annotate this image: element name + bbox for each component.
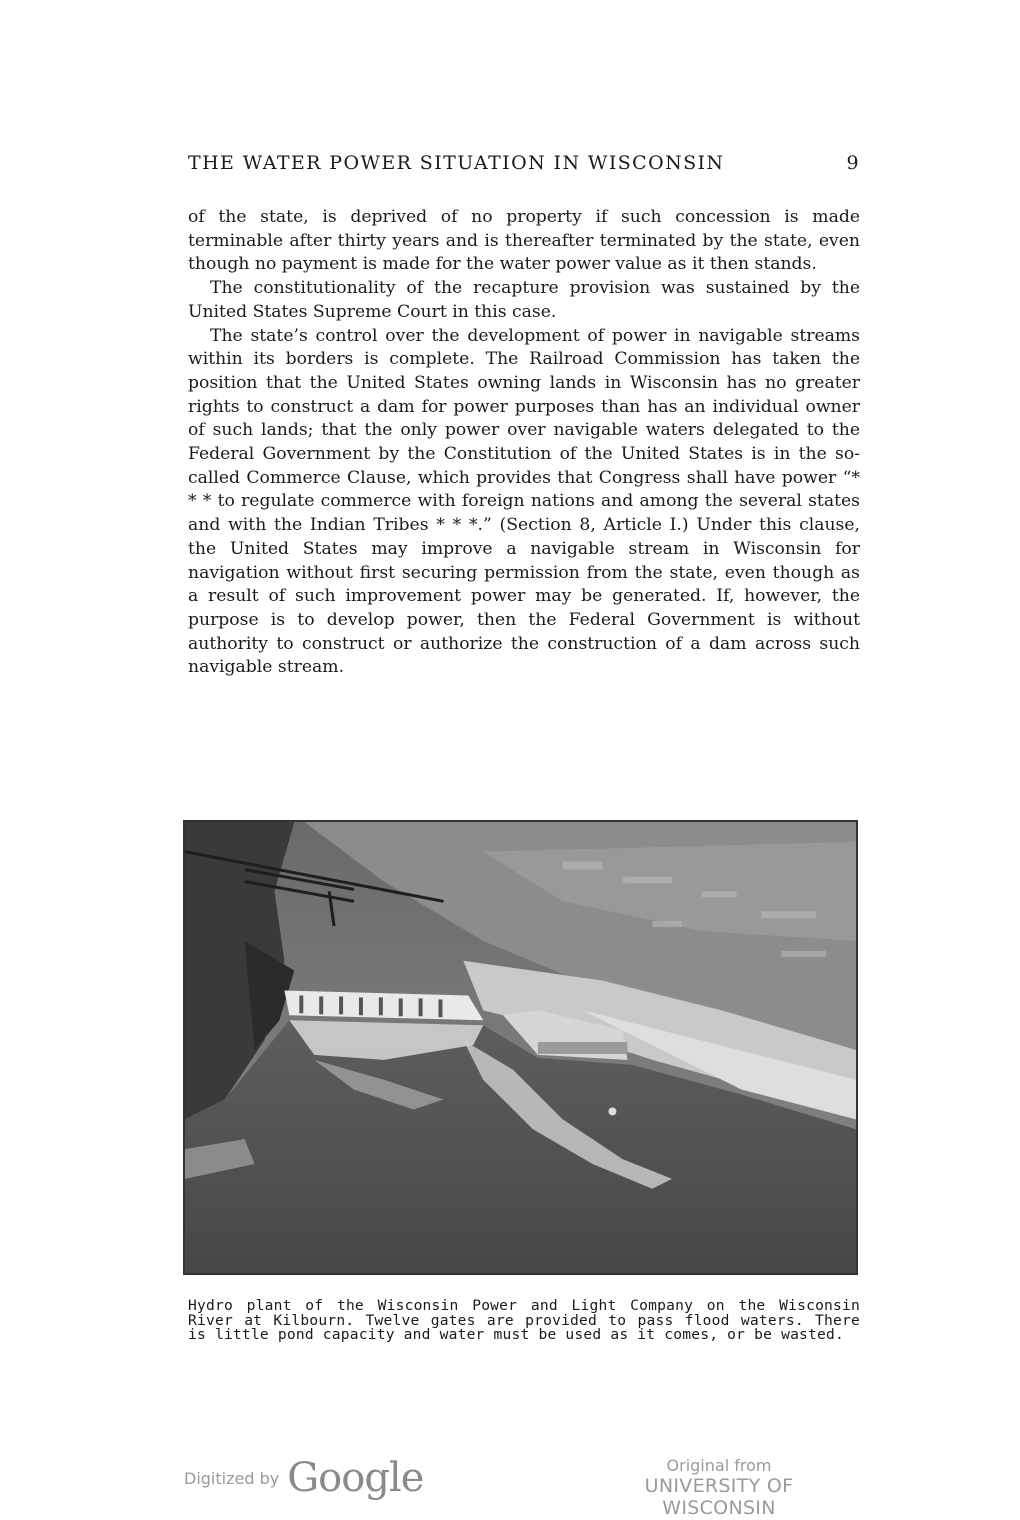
institution-name: UNIVERSITY OF WISCONSIN <box>644 1475 794 1519</box>
paragraph: The constitutionality of the recapture provision was sustained by the United States Supreme Court in this case. <box>188 278 860 322</box>
source-attribution <box>588 1456 850 1519</box>
running-head <box>188 152 860 174</box>
body-text <box>188 206 860 680</box>
digitized-by-label: Digitized by <box>184 1468 280 1488</box>
digitized-by-watermark <box>184 1455 423 1501</box>
aerial-photo-illustration <box>185 822 856 1273</box>
paragraph: The state’s control over the development of power in navigable streams within its borders is complete. The Railroad Commission has taken the position that the United States owning lands in Wisconsin has no greater rights to construct a dam for power purposes than has an individual owner of such lands; that the only power over navigable waters delegated to the Federal Government by the Constitution of the United States is in the so-called Commerce Clause, which provides that Congress shall have power “* * * to regulate commerce with foreign nations and among the several states and with the Indian Tribes * * *.” (Section 8, Article I.) Under this clause, the United States may improve a navigable stream in Wisconsin for navigation without first securing permission from the state, even though as a result of such improvement power may be generated. If, however, the purpose is to develop power, then the Federal Government is without authority to construct or authorize the construction of a dam across such navigable stream. <box>188 325 860 678</box>
running-head-title: THE WATER POWER SITUATION IN WISCONSIN <box>188 152 725 174</box>
paragraph: of the state, is deprived of no property if such concession is made terminable after thirty years and is thereafter terminated by the state, even though no payment is made for the water power value as it then stands. <box>188 207 860 275</box>
page-number: 9 <box>846 152 860 174</box>
google-logo: Google <box>287 1455 424 1501</box>
dam-photograph <box>183 820 858 1275</box>
figure-caption: Hydro plant of the Wisconsin Power and Light Company on the Wisconsin River at Kilbourn. Twelve gates are provided to pass flood waters. There is little pond capacity and water must be used as it comes, or be wasted. <box>188 1297 860 1344</box>
original-from-label: Original from <box>666 1456 772 1475</box>
